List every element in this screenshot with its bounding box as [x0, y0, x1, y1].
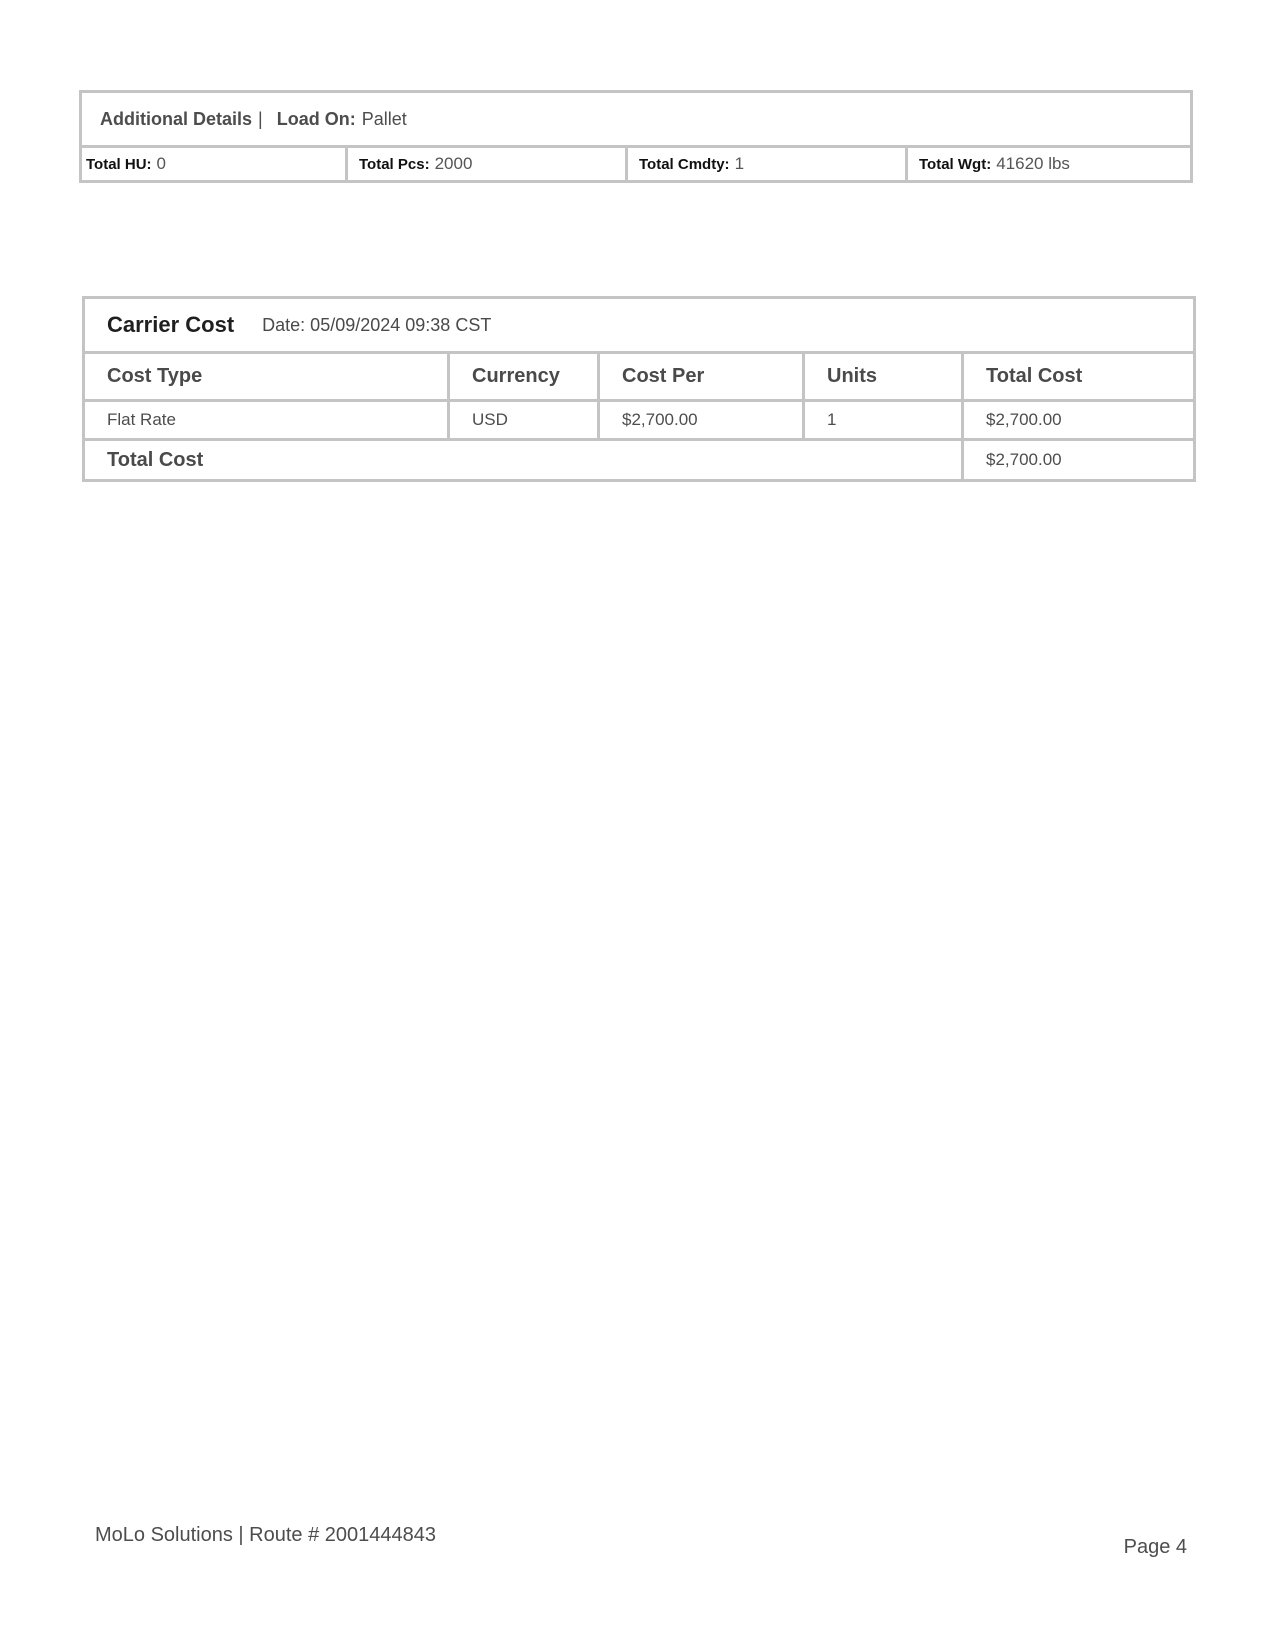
cell-total-cost: $2,700.00: [986, 410, 1062, 429]
total-wgt-cell: [908, 148, 1190, 180]
column-header-total-cost: Total Cost: [986, 365, 1083, 387]
total-cost-row: [85, 441, 1193, 479]
column-header-cost-per: Cost Per: [600, 354, 805, 399]
additional-details-header: [82, 93, 1190, 148]
additional-details-label: Additional Details: [100, 108, 253, 129]
total-cost-label: Total Cost: [85, 441, 964, 479]
carrier-cost-title: Carrier Cost: [107, 312, 235, 337]
cell-units: 1: [805, 402, 964, 438]
additional-details-box: [79, 90, 1193, 183]
load-on-value: Pallet: [361, 108, 407, 129]
total-hu-value: 0: [156, 154, 167, 173]
total-pcs-label: Total Pcs:: [359, 155, 430, 173]
total-hu-label: Total HU:: [86, 155, 152, 173]
total-pcs-value: 2000: [434, 154, 473, 173]
carrier-cost-title-row: [85, 299, 1193, 354]
column-header-units: Units: [805, 354, 964, 399]
table-header-row: [85, 354, 1193, 402]
header-separator: |: [258, 108, 263, 129]
total-hu-cell: [82, 148, 348, 180]
carrier-cost-date: Date: 05/09/2024 09:38 CST: [262, 314, 492, 335]
column-header-currency: Currency: [450, 354, 600, 399]
footer-page-number: Page 4: [1123, 1536, 1187, 1558]
cell-currency: USD: [450, 402, 600, 438]
footer-route-info: MoLo Solutions | Route # 2001444843: [95, 1524, 437, 1546]
carrier-cost-table: [82, 296, 1196, 482]
total-pcs-cell: [348, 148, 628, 180]
load-on-label: Load On:: [276, 108, 356, 129]
totals-row: [82, 148, 1190, 180]
total-wgt-value: 41620 lbs: [996, 154, 1070, 173]
total-cmdty-cell: [628, 148, 908, 180]
column-header-cost-type: Cost Type: [85, 354, 450, 399]
total-cmdty-label: Total Cmdty:: [639, 155, 730, 173]
cell-cost-per: $2,700.00: [600, 402, 805, 438]
total-cost-value: $2,700.00: [986, 450, 1062, 469]
total-wgt-label: Total Wgt:: [919, 155, 992, 173]
table-row: [85, 402, 1193, 441]
total-cmdty-value: 1: [734, 154, 745, 173]
cell-cost-type: Flat Rate: [85, 402, 450, 438]
